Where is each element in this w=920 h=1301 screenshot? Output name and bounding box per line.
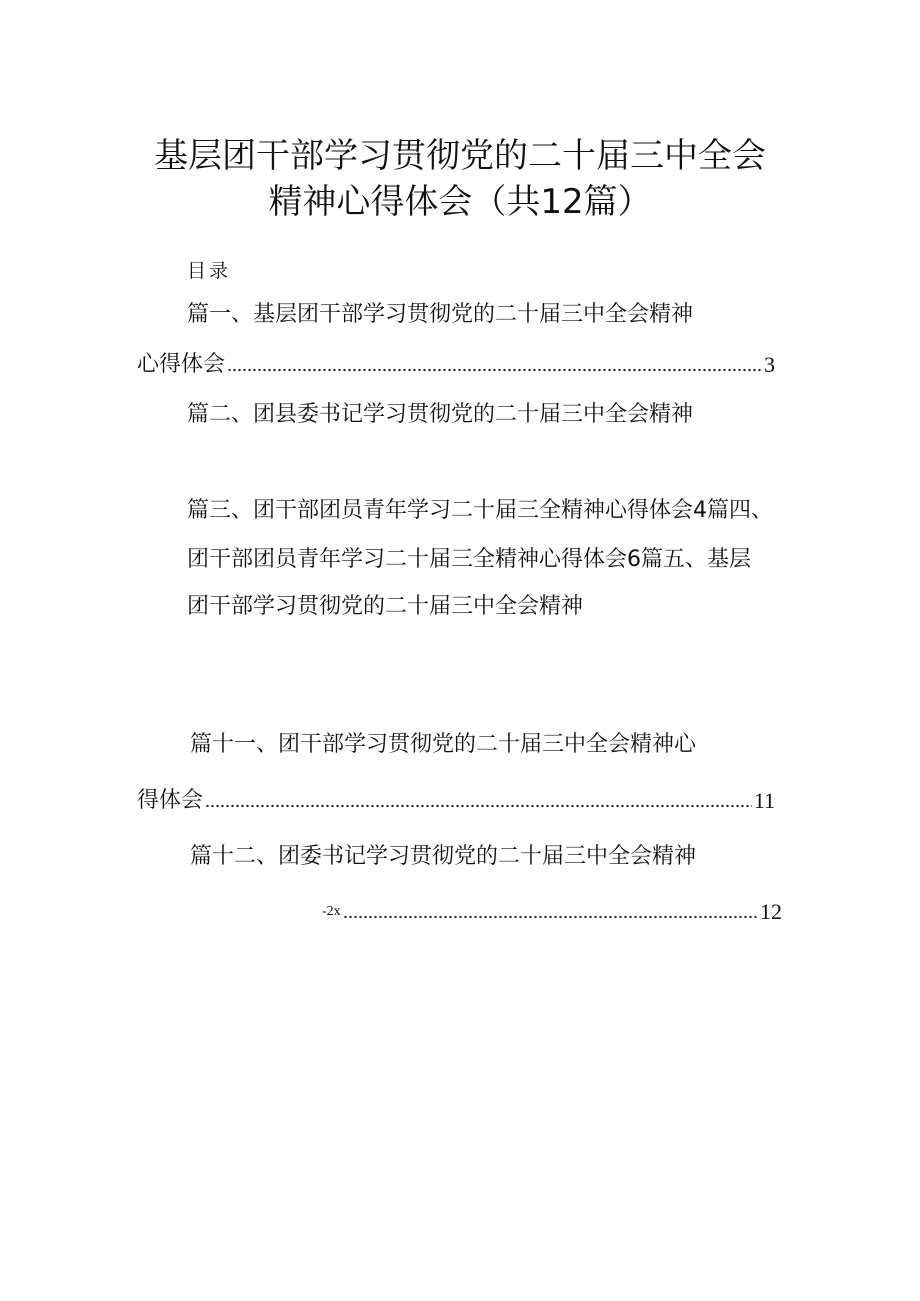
toc-entry-12-title: 篇十二、团委书记学习贯彻党的二十届三中全会精神	[190, 844, 697, 869]
document-title-line-1: 基层团干部学习贯彻党的二十届三中全会	[154, 136, 766, 176]
toc-entry-5-title: 团干部学习贯彻党的二十届三中全会精神	[187, 594, 584, 619]
toc-entry-12-prefix: -2x	[322, 904, 341, 919]
document-title-line-2: 精神心得体会（共12篇）	[268, 182, 652, 222]
toc-entry-1-page: 3	[764, 352, 775, 377]
toc-entry-11-page: 11	[753, 788, 775, 813]
toc-entry-4-title: 团干部团员青年学习二十届三全精神心得体会6篇五、基层	[187, 547, 751, 572]
toc-entry-12-leader	[322, 897, 782, 927]
dot-leader	[205, 804, 752, 808]
toc-entry-1-title: 篇一、基层团干部学习贯彻党的二十届三中全会精神	[187, 302, 694, 327]
dot-leader	[343, 915, 758, 919]
dot-leader	[227, 368, 762, 372]
toc-heading: 目录	[187, 260, 232, 282]
toc-entry-12-page: 12	[760, 899, 782, 924]
toc-entry-1-title-cont: 心得体会	[137, 352, 226, 377]
toc-entry-11-title-cont: 得体会	[137, 788, 204, 813]
toc-entry-1-leader	[137, 350, 775, 380]
toc-entry-11-leader	[137, 786, 775, 816]
toc-entry-11-title: 篇十一、团干部学习贯彻党的二十届三中全会精神心	[190, 732, 697, 757]
toc-entry-3-title: 篇三、团干部团员青年学习二十届三全精神心得体会4篇四、	[187, 498, 773, 523]
toc-entry-2-title: 篇二、团县委书记学习贯彻党的二十届三中全会精神	[187, 402, 694, 427]
